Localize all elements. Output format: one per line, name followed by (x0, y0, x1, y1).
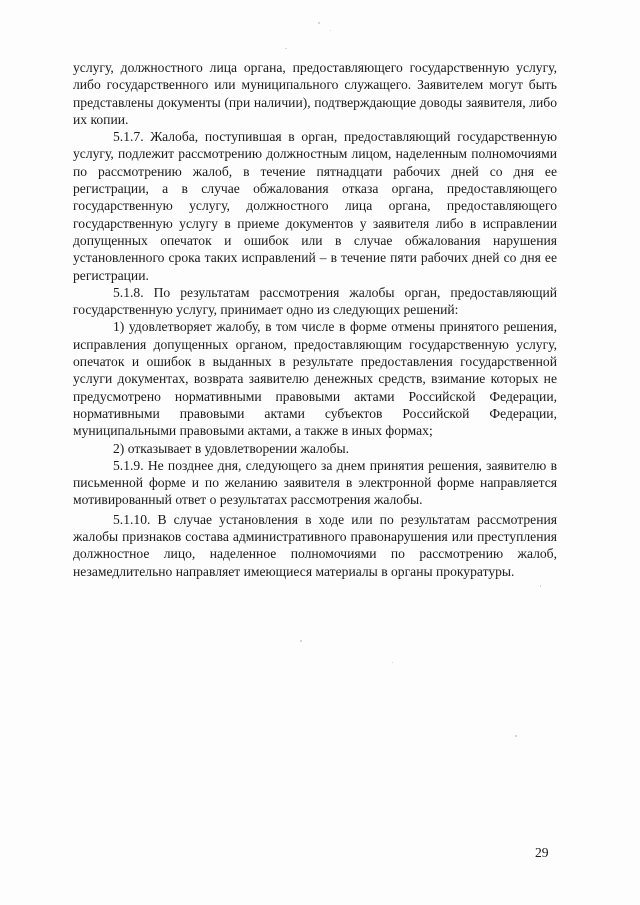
scan-speck (330, 30, 331, 31)
paragraph-5-1-8: 5.1.8. По результатам рассмотрения жалобы орган, предоставляющий государственную услугу, принимает одно из следующих решений: (73, 284, 557, 318)
list-item-decision-1: 1) удовлетворяет жалобу, в том числе в форме отмены принятого решения, исправления допущенных органом, предоставляющим государственную услугу, опечаток и ошибок в выданных в результате предоставления государственной услуги документах, возврата заявителю денежных средств, взимание которых не предусмотрено нормативными правовыми актами Российской Федерации, нормативными правовыми актами субъектов Российской Федерации, муниципальными правовыми актами, а также в иных формах; (73, 319, 557, 439)
scan-speck (300, 640, 302, 642)
list-item-decision-2: 2) отказывает в удовлетворении жалобы. (113, 440, 350, 456)
paragraph-5-1-9: 5.1.9. Не позднее дня, следующего за днем принятия решения, заявителю в письменной форме и по желанию заявителя в электронной форме направляется мотивированный ответ о результатах рассмотрения жалобы. (73, 457, 557, 508)
scan-speck (392, 662, 393, 663)
paragraph-continuation: услугу, должностного лица органа, предоставляющего государственную услугу, либо государственного или муниципального служащего. Заявителем могут быть представлены документы (при наличии), подтверждающие доводы заявителя, либо их копии. (73, 60, 557, 127)
scan-speck (318, 22, 320, 24)
scan-speck (540, 585, 541, 587)
scan-speck (515, 735, 517, 737)
scan-speck (285, 48, 287, 49)
paragraph-5-1-7: 5.1.7. Жалоба, поступившая в орган, предоставляющий государственную услугу, подлежит рассмотрению должностным лицом, наделенным полномочиями по рассмотрению жалоб, в течение пятнадцати рабочих дней со дня ее регистрации, а в случае обжалования отказа органа, предоставляющего государственную услугу, должностного лица органа, предоставляющего государственную услугу в приеме документов у заявителя либо в исправлении допущенных опечаток и ошибок или в случае обжалования нарушения установленного срока таких исправлений – в течение пяти рабочих дней со дня ее регистрации. (73, 129, 557, 283)
page-number: 29 (535, 845, 549, 860)
paragraph-5-1-10: 5.1.10. В случае установления в ходе или по результатам рассмотрения жалобы признаков состава административного правонарушения или преступления должностное лицо, наделенное полномочиями по рассмотрению жалоб, незамедлительно направляет имеющиеся материалы в органы прокуратуры. (73, 511, 557, 579)
document-body (73, 59, 557, 580)
